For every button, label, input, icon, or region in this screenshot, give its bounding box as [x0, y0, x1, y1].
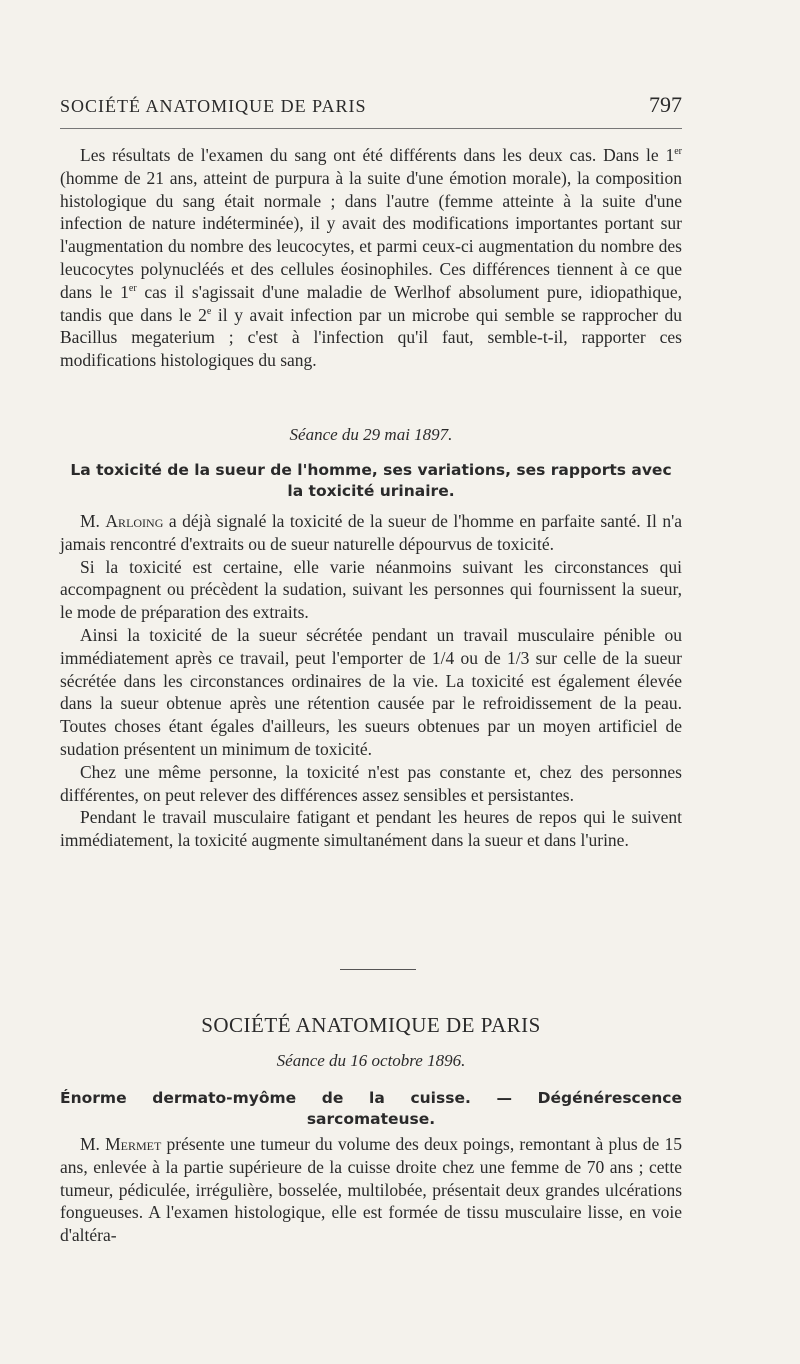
page-number: 797 — [649, 92, 682, 117]
header-rule — [60, 128, 682, 129]
paragraph: Pendant le travail musculaire fatigant et pendant les heures de repos qui le suivent immédiatement, la toxicité augmente simultanément dans la sueur et dans l'urine. — [60, 807, 682, 851]
paragraph: Chez une même personne, la toxicité n'est pas constante et, chez des personnes différentes, on peut relever des différences assez sensibles et persistantes. — [60, 761, 682, 805]
seance-date: Séance du 16 octobre 1896. — [276, 1051, 466, 1070]
article2-text — [60, 1133, 682, 1247]
article1-text — [60, 510, 682, 852]
section1-text — [60, 144, 682, 372]
article-title: Énorme dermato-myôme de la cuisse. — Dégénérescence sarcomateuse. — [60, 1089, 682, 1128]
society-heading: SOCIÉTÉ ANATOMIQUE DE PARIS — [201, 1013, 541, 1037]
author-name: Mermet — [105, 1134, 162, 1154]
seance-date: Séance du 29 mai 1897. — [289, 425, 453, 444]
paragraph: Si la toxicité est certaine, elle varie néanmoins suivant les circonstances qui accompagnent ou précèdent la sudation, suivant les personnes qui fournissent la sueur, le mode de préparation des extraits. — [60, 556, 682, 623]
paragraph: M. Mermet présente une tumeur du volume des deux poings, remontant à plus de 15 ans, enlevée à la partie supérieure de la cuisse droite chez une femme de 70 ans ; cette tumeur, pédiculée, irrégulière, bosselée, multilobée, présentait deux grandes ulcérations fongueuses. A l'examen histologique, elle est formée de tissu musculaire lisse, en voie d'altéra- — [60, 1134, 682, 1246]
author-name: Arloing — [105, 511, 164, 531]
paragraph: Les résultats de l'examen du sang ont été différents dans les deux cas. Dans le 1er (homme de 21 ans, atteint de purpura à la suite d'une émotion morale), la composition histologique du sang était normale ; dans l'autre (femme atteinte à la suite d'une infection de nature indéterminée), il y avait des modifications importantes portant sur l'augmentation du nombre des leucocytes, et parmi ceux-ci augmentation du nombre des leucocytes polynucléés et des cellules éosinophiles. Ces différences tiennent à ce que dans le 1er cas il s'agissait d'une maladie de Werlhof absolument pure, idiopathique, tandis que dans le 2e il y avait infection par un microbe qui semble se rapprocher du Bacillus megaterium ; c'est à l'infection qu'il faut, semble-t-il, rapporter ces modifications histologiques du sang. — [60, 145, 682, 371]
article-title: La toxicité de la sueur de l'homme, ses variations, ses rapports avec la toxicité urinaire. — [70, 461, 672, 500]
section-divider — [340, 969, 416, 970]
running-header — [60, 92, 682, 118]
running-title: SOCIÉTÉ ANATOMIQUE DE PARIS — [60, 96, 367, 116]
paragraph: Ainsi la toxicité de la sueur sécrétée pendant un travail musculaire pénible ou immédiatement après ce travail, peut l'emporter de 1/4 ou de 1/3 sur celle de la sueur sécrétée dans les circonstances ordinaires de la vie. La toxicité est également élevée dans la sueur obtenue après une rétention causée par le refroidissement de la peau. Toutes choses étant égales d'ailleurs, les sueurs obtenues par un moyen artificiel de sudation présentent un minimum de toxicité. — [60, 624, 682, 759]
paragraph: M. Arloing a déjà signalé la toxicité de la sueur de l'homme en parfaite santé. Il n'a jamais rencontré d'extraits ou de sueur naturelle dépourvus de toxicité. — [60, 511, 682, 554]
